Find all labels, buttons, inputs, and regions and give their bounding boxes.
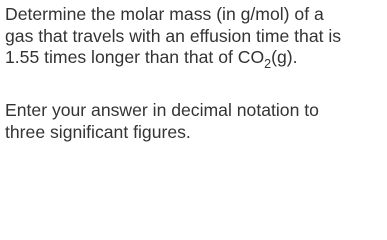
question-line-1: Determine the molar mass (in g/mol) of a xyxy=(5,4,324,24)
question-text xyxy=(5,4,341,69)
question-line-2: gas that travels with an effusion time that is xyxy=(5,25,342,46)
instructions-line-2: three significant figures. xyxy=(5,121,191,142)
question-line-3-text: 1.55 times longer than that of xyxy=(5,47,238,67)
question-line-3 xyxy=(5,47,341,69)
formula-element: CO xyxy=(237,47,265,67)
answer-instructions xyxy=(5,100,319,143)
formula-subscript: 2 xyxy=(264,57,272,71)
formula-phase: (g). xyxy=(271,47,298,67)
instructions-line-1: Enter your answer in decimal notation to xyxy=(5,100,319,120)
